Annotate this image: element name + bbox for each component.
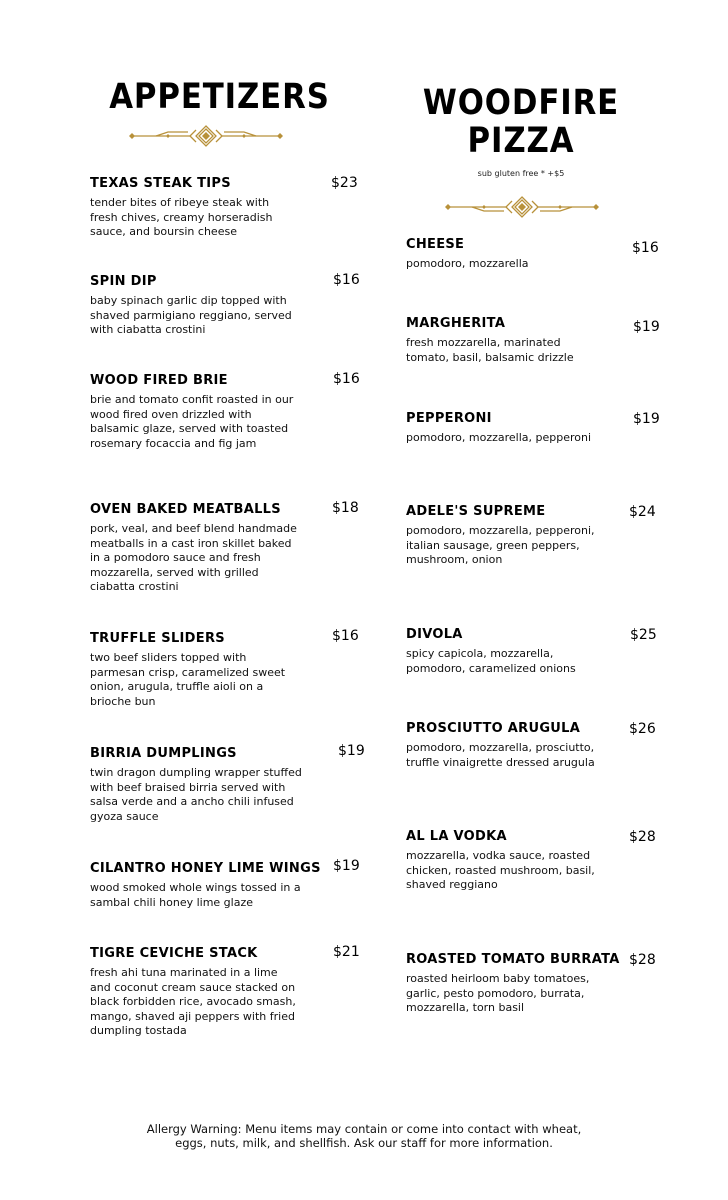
item-name: ADELE'S SUPREME bbox=[406, 504, 546, 519]
allergy-warning-line2: eggs, nuts, milk, and shellfish. Ask our staff for more information. bbox=[175, 1136, 553, 1150]
menu-item bbox=[406, 721, 596, 770]
menu-item bbox=[90, 274, 300, 338]
item-price: $16 bbox=[333, 371, 360, 387]
item-description: pomodoro, mozzarella, prosciutto, truffle vinaigrette dressed arugula bbox=[406, 741, 595, 769]
item-price: $18 bbox=[332, 500, 359, 516]
item-description: pork, veal, and beef blend handmade meatballs in a cast iron skillet baked in a pomodoro sauce and fresh mozzarella, served with grilled ciabatta crostini bbox=[90, 522, 297, 594]
item-name: TRUFFLE SLIDERS bbox=[90, 631, 225, 646]
item-name: MARGHERITA bbox=[406, 316, 506, 331]
menu-item bbox=[90, 746, 304, 824]
item-description: twin dragon dumpling wrapper stuffed with beef braised birria served with salsa verde and a ancho chili infused gyoza sauce bbox=[90, 766, 302, 823]
item-price: $25 bbox=[630, 627, 657, 643]
menu-item bbox=[406, 411, 596, 446]
pizza-title-line1: WOODFIRE bbox=[422, 83, 620, 123]
item-description: fresh ahi tuna marinated in a lime and coconut cream sauce stacked on black forbidden rice, avocado smash, mango, shaved aji peppers with fried dumpling tostada bbox=[90, 966, 296, 1038]
item-price: $28 bbox=[629, 952, 656, 968]
item-price: $19 bbox=[333, 858, 360, 874]
item-name: AL LA VODKA bbox=[406, 829, 507, 844]
item-price: $28 bbox=[629, 829, 656, 845]
item-description: baby spinach garlic dip topped with shaved parmigiano reggiano, served with ciabatta crostini bbox=[90, 294, 292, 337]
menu-item bbox=[90, 176, 300, 240]
gold-ornament-right bbox=[442, 195, 602, 219]
allergy-warning bbox=[0, 1122, 728, 1150]
item-description: mozzarella, vodka sauce, roasted chicken, roasted mushroom, basil, shaved reggiano bbox=[406, 849, 595, 892]
menu-item bbox=[406, 237, 596, 272]
item-price: $19 bbox=[633, 411, 660, 427]
item-description: pomodoro, mozzarella, pepperoni, italian sausage, green peppers, mushroom, onion bbox=[406, 524, 595, 567]
menu-item bbox=[90, 502, 300, 595]
menu-item bbox=[90, 373, 300, 451]
item-name: WOOD FIRED BRIE bbox=[90, 373, 228, 388]
item-price: $26 bbox=[629, 721, 656, 737]
item-name: CILANTRO HONEY LIME WINGS bbox=[90, 861, 321, 876]
item-description: fresh mozzarella, marinated tomato, basil, balsamic drizzle bbox=[406, 336, 574, 364]
item-price: $21 bbox=[333, 944, 360, 960]
item-description: spicy capicola, mozzarella, pomodoro, caramelized onions bbox=[406, 647, 576, 675]
menu-item bbox=[406, 316, 596, 365]
item-price: $16 bbox=[332, 628, 359, 644]
item-description: pomodoro, mozzarella, pepperoni bbox=[406, 431, 592, 444]
item-price: $19 bbox=[633, 319, 660, 335]
item-description: wood smoked whole wings tossed in a sambal chili honey lime glaze bbox=[90, 881, 301, 909]
menu-item bbox=[406, 627, 596, 676]
item-name: OVEN BAKED MEATBALLS bbox=[90, 502, 281, 517]
item-description: pomodoro, mozzarella bbox=[406, 257, 529, 270]
item-name: TIGRE CEVICHE STACK bbox=[90, 946, 258, 961]
item-description: brie and tomato confit roasted in our wood fired oven drizzled with balsamic glaze, served with toasted rosemary focaccia and fig jam bbox=[90, 393, 294, 450]
appetizers-title: APPETIZERS bbox=[109, 77, 330, 117]
item-name: ROASTED TOMATO BURRATA bbox=[406, 952, 620, 967]
menu-item bbox=[90, 946, 300, 1039]
item-description: tender bites of ribeye steak with fresh chives, creamy horseradish sauce, and boursin cheese bbox=[90, 196, 273, 239]
menu-item bbox=[90, 861, 321, 910]
item-name: PEPPERONI bbox=[406, 411, 492, 426]
item-description: two beef sliders topped with parmesan crisp, caramelized sweet onion, arugula, truffle aioli on a brioche bun bbox=[90, 651, 286, 708]
item-name: SPIN DIP bbox=[90, 274, 157, 289]
pizza-subtitle: sub gluten free * +$5 bbox=[477, 169, 565, 178]
item-price: $16 bbox=[632, 240, 659, 256]
item-name: CHEESE bbox=[406, 237, 465, 252]
menu-item bbox=[406, 504, 596, 568]
item-price: $23 bbox=[331, 175, 358, 191]
allergy-warning-line1: Allergy Warning: Menu items may contain or come into contact with wheat, bbox=[146, 1122, 582, 1136]
menu-item bbox=[90, 631, 300, 709]
item-price: $19 bbox=[338, 743, 365, 759]
gold-ornament-left bbox=[126, 124, 286, 148]
item-price: $24 bbox=[629, 504, 656, 520]
item-name: BIRRIA DUMPLINGS bbox=[90, 746, 237, 761]
item-name: DIVOLA bbox=[406, 627, 463, 642]
item-description: roasted heirloom baby tomatoes, garlic, pesto pomodoro, burrata, mozzarella, torn basil bbox=[406, 972, 590, 1015]
menu-item bbox=[406, 952, 620, 1016]
pizza-title-line2: PIZZA bbox=[467, 121, 575, 161]
menu-item bbox=[406, 829, 596, 893]
item-price: $16 bbox=[333, 272, 360, 288]
item-name: TEXAS STEAK TIPS bbox=[90, 176, 231, 191]
item-name: PROSCIUTTO ARUGULA bbox=[406, 721, 581, 736]
